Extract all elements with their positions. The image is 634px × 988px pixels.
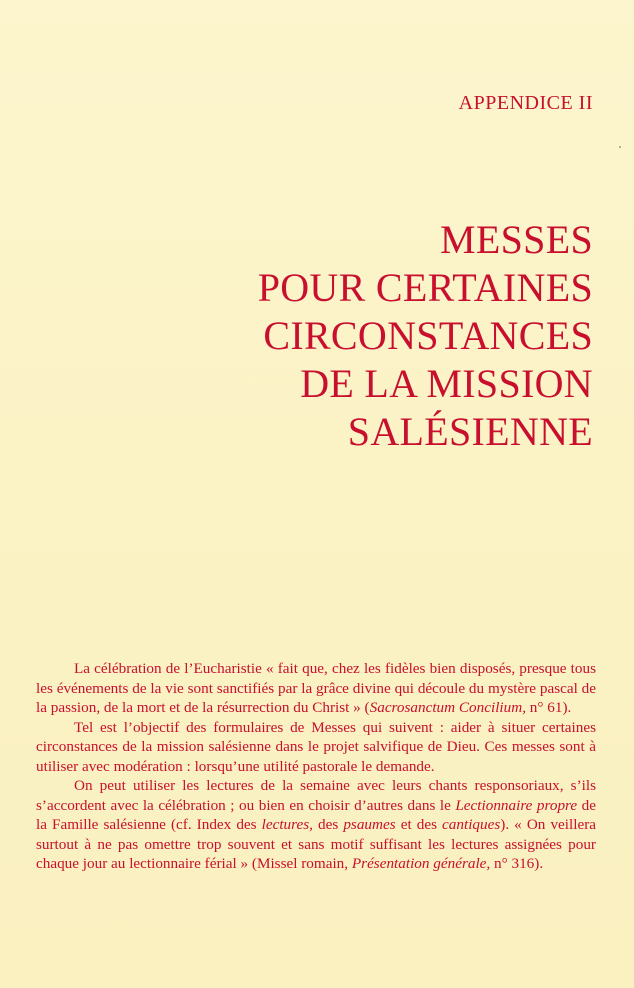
title-line: MESSES	[440, 217, 593, 262]
italic-segment: Sacrosanctum Concilium,	[369, 699, 526, 716]
paragraph	[36, 776, 596, 874]
paragraph	[36, 718, 596, 777]
italic-segment: Présentation générale,	[351, 855, 491, 872]
text-segment: des	[312, 816, 344, 833]
title-line: POUR CERTAINES	[257, 265, 593, 310]
text-segment: de la Famille salésienne (cf. Index des	[36, 796, 596, 833]
title-line: CIRCONSTANCES	[263, 313, 593, 358]
body-text	[36, 659, 596, 874]
text-segment: n° 61).	[526, 699, 572, 716]
text-segment: La célébration de l’Eucharistie « fait que, chez les fidèles bien disposés, presque tous les événements de la vie sont sanctifiés par la grâce divine qui découle du mystère pascal de la passion, de la mort et de la résurrection du Christ » (	[36, 660, 596, 716]
appendix-label: APPENDICE II	[458, 92, 593, 114]
text-segment: Tel est l’objectif des formulaires de Messes qui suivent : aider à situer certaines circonstances de la mission salésienne dans le projet salvifique de Dieu. Ces messes sont à utiliser avec modération : lorsqu’une utilité pastorale le demande.	[36, 718, 596, 775]
text-segment: n° 316).	[490, 855, 544, 872]
title-line: SALÉSIENNE	[347, 409, 593, 454]
italic-segment: Lectionnaire propre	[455, 796, 578, 814]
text-segment: et des	[395, 816, 443, 833]
italic-segment: psaumes	[343, 816, 396, 833]
italic-segment: cantiques	[442, 816, 501, 833]
text-segment: On peut utiliser les lectures de la semaine avec leurs chants responsoriaux, s’ils s’accordent avec la célébration ; ou bien en choisir d’autres dans le	[36, 777, 596, 814]
speck-mark	[619, 146, 621, 148]
page-title	[258, 216, 593, 456]
italic-segment: lectures,	[261, 816, 313, 833]
title-line: DE LA MISSION	[300, 361, 593, 406]
paragraph	[36, 659, 596, 718]
text-segment: ). « On veillera surtout à ne pas omettre trop souvent et sans motif suffisant les lectures assignées pour chaque jour au lectionnaire férial » (Missel romain,	[36, 816, 596, 872]
